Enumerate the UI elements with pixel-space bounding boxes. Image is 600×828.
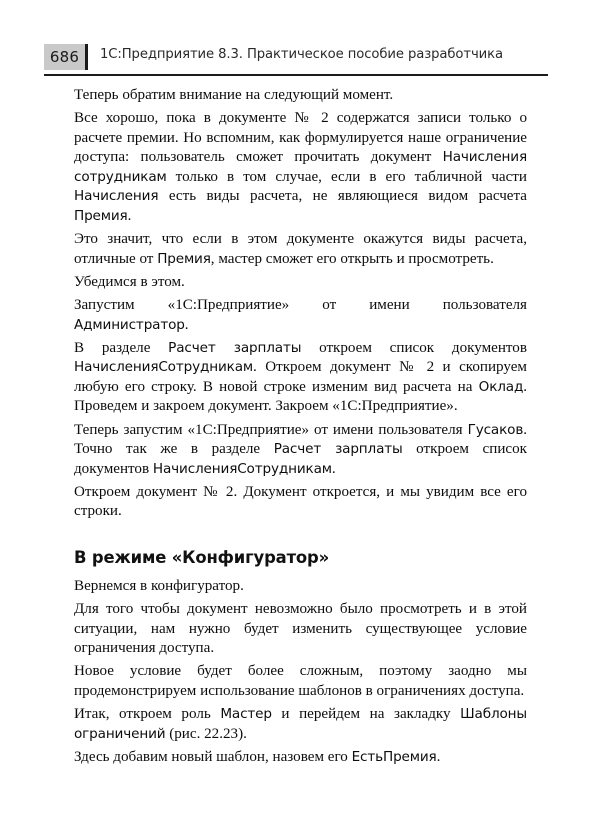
paragraph-2 [74,109,527,227]
ui-term-nachisleniyasotrudnikam: НачисленияСотрудникам [152,460,332,477]
ui-term-estpremiya: ЕстьПремия [351,748,437,765]
paragraph-9: Вернемся в конфигуратор. [74,577,244,594]
text-run: только в том случае, если в его табличной части [166,168,527,185]
text-run: , мастер сможет его открыть и просмотреть. [210,250,494,267]
ui-term-nachisleniya-sotrudnikam: Начисления сотрудникам [74,149,527,185]
text-run: . Точно так же в разделе [74,421,527,458]
ui-term-raschet-zarplaty: Расчет зарплаты [168,339,302,356]
text-run: Запустим «1С:Предприятие» от имени пользователя [74,296,527,313]
text-run: откроем список документов [74,441,527,477]
paragraph-1: Теперь обратим внимание на следующий момент. [74,87,394,103]
ui-term-shablony-ogranicheniy: Шаблоны ограничений [74,706,527,742]
paragraph-10: Для того чтобы документ невозможно было просмотреть и в этой ситуации, нам нужно будет изменить существующее условие ограничения доступа. [74,601,527,657]
ui-term-nachisleniya: Начисления [74,188,159,205]
running-header [44,44,548,76]
paragraph-6 [74,339,527,417]
ui-term-oklad: Оклад [478,378,524,395]
text-run: Здесь добавим новый шаблон, назовем его [74,748,352,765]
section-heading-configurator: В режиме «Конфигуратор» [74,547,330,567]
paragraph-5 [74,296,527,335]
header-divider [44,74,548,76]
ui-term-administrator: Администратор [74,316,185,333]
text-run: . [127,208,132,225]
text-run: . Проведем и закроем документ. Закроем «1С:Предприятие». [74,378,527,415]
paragraph-13 [74,748,527,768]
paragraph-7 [74,421,527,480]
paragraph-4: Убедимся в этом. [74,273,185,290]
ui-term-raschet-zarplaty: Расчет зарплаты [273,441,403,458]
text-run: . [331,460,336,477]
page-content [74,86,527,767]
text-run: откроем список документов [301,339,527,356]
text-run: . Откроем документ № 2 и скопируем любую его строку. В новой строке изменим вид расчета на [74,359,527,395]
text-run: . [184,316,189,333]
paragraph-12 [74,705,527,744]
text-run: Это значит, что если в этом документе окажутся виды расчета, отличные от [74,231,527,267]
text-run: (рис. 22.23). [165,725,247,742]
paragraph-8: Откроем документ № 2. Документ откроется, и мы увидим все его строки. [74,483,527,520]
header-title: 1С:Предприятие 8.3. Практическое пособие разработчика [100,47,503,62]
ui-term-gusakov: Гусаков [467,421,524,438]
text-run: В разделе [74,339,169,356]
paragraph-3 [74,230,527,269]
ui-term-nachisleniyasotrudnikam: НачисленияСотрудникам [74,359,254,376]
ui-term-premiya: Премия [74,208,128,225]
ui-term-premiya: Премия [157,250,211,267]
text-run: и перейдем на закладку [271,706,461,723]
text-run: Теперь запустим «1С:Предприятие» от имени пользователя [74,421,468,438]
text-run: . [436,748,441,765]
page-number: 686 [49,47,80,66]
text-run: Итак, откроем роль [74,706,221,723]
text-run: Все хорошо, пока в документе № 2 содержатся записи только о расчете премии. Но вспомним, как формулируется наше ограничение доступа: пользователь сможет прочитать документ [74,110,527,166]
paragraph-11: Новое условие будет более сложным, поэтому заодно мы продемонстрируем использование шаблонов в ограничениях доступа. [74,663,527,699]
text-run: есть виды расчета, не являющиеся видом расчета [158,188,527,205]
ui-term-master: Мастер [220,706,272,723]
page-number-box [44,44,88,70]
